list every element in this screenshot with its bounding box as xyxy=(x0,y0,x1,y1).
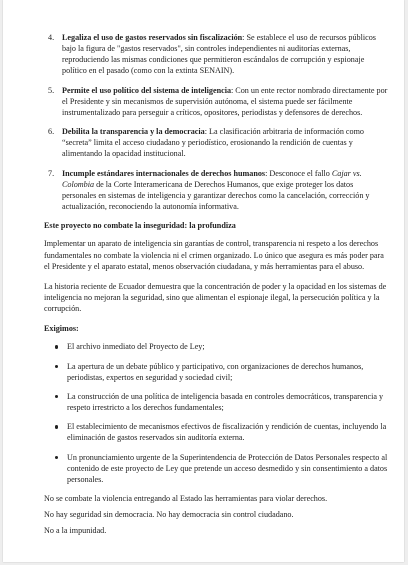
numbered-item xyxy=(44,85,388,118)
item-number: 5. xyxy=(48,85,55,95)
item-title: Debilita la transparencia y la democracia xyxy=(62,127,205,137)
item-title: Permite el uso político del sistema de inteligencia xyxy=(62,85,232,95)
demand-text: La apertura de un debate público y participativo, con organizaciones de derechos humanos, periodistas, expertos en seguridad y sociedad civil; xyxy=(67,361,364,382)
demands-list xyxy=(44,341,388,485)
demand-text: Un pronunciamiento urgente de la Superintendencia de Protección de Datos Personales respecto al contenido de este proyecto de Ley que pretende un acceso desmedido y sin consentimiento a datos personales. xyxy=(67,452,388,484)
closing-line: No se combate la violencia entregando al Estado las herramientas para violar derechos. xyxy=(44,494,328,503)
item-number: 7. xyxy=(48,168,55,178)
closing-line: No a la impunidad. xyxy=(44,526,107,536)
item-text: : Desconoce el fallo xyxy=(265,168,332,178)
bullet-icon xyxy=(55,456,58,459)
demand-text: La construcción de una política de inteligencia basada en controles democráticos, transparencia y respeto irrestricto a los derechos fundamentales; xyxy=(67,391,384,413)
numbered-item xyxy=(44,168,388,213)
demand-item xyxy=(44,452,388,485)
item-number: 4. xyxy=(48,33,55,42)
item-text: : La clasificación arbitraria de información como “secreta” limita el acceso ciudadano y periodístico, erosionando la rendición de cuentas y alimentando la opacidad institucional. xyxy=(62,127,364,159)
demand-text: El archivo inmediato del Proyecto de Ley; xyxy=(67,342,205,352)
numbered-list xyxy=(44,32,388,212)
item-text: : Se establece el uso de recursos públicos bajo la figura de "gastos reservados", sin controles independientes ni auditorías externas, reproduciendo las mismas condiciones que permitieron escándalos de corrupción y espionaje político en el pasado (como con la extinta SENAIN). xyxy=(62,33,376,76)
numbered-item xyxy=(44,32,388,77)
item-number: 6. xyxy=(48,127,55,137)
paragraph: Implementar un aparato de inteligencia sin garantías de control, transparencia ni respeto a los derechos fundamentales no combate la violencia ni el crimen organizado. Lo único que asegura es más poder para el Presidente y el aparato estatal, menos observación ciudadana, y más herramientas para el abuso. xyxy=(44,239,384,271)
paragraph: La historia reciente de Ecuador demuestra que la concentración de poder y la opacidad en los sistemas de inteligencia no mejoran la seguridad, sino que alimentan el espionaje ilegal, la persecución política y la corrupción. xyxy=(44,281,387,314)
demand-text: El establecimiento de mecanismos efectivos de fiscalización y rendición de cuentas, incluyendo la eliminación de gastos reservados sin auditoría externa. xyxy=(67,422,387,443)
item-title: Incumple estándares internacionales de derechos humanos xyxy=(62,168,266,178)
demand-item xyxy=(44,341,388,352)
bullet-icon xyxy=(55,425,58,428)
section-heading: Este proyecto no combate la inseguridad: la profundiza xyxy=(44,221,236,231)
demand-item xyxy=(44,391,388,413)
closing-line: No hay seguridad sin democracia. No hay democracia sin control ciudadano. xyxy=(44,510,294,520)
item-text: : Con un ente rector nombrado directamente por el Presidente y sin mecanismos de supervisión autónoma, el sistema puede ser fácilmente instrumentalizado para perseguir a críticos, opositores, periodistas y defensores de derechos. xyxy=(62,85,388,117)
item-text: de la Corte Interamericana de Derechos Humanos, que exige proteger los datos personales en sistemas de inteligencia y garantizar derechos como la cancelación, corrección y actualización, reconociendo la autonomía informativa. xyxy=(62,179,370,212)
numbered-item xyxy=(44,126,388,159)
bullet-icon xyxy=(55,365,58,368)
demands-heading: Exigimos: xyxy=(44,324,79,334)
bullet-icon xyxy=(55,395,58,398)
case-name: Cajar vs. Colombia xyxy=(62,168,362,189)
bullet-icon xyxy=(55,345,58,348)
item-title: Legaliza el uso de gastos reservados sin fiscalización xyxy=(62,33,243,42)
demand-item xyxy=(44,421,388,443)
document-page xyxy=(3,0,404,562)
demand-item xyxy=(44,361,388,383)
